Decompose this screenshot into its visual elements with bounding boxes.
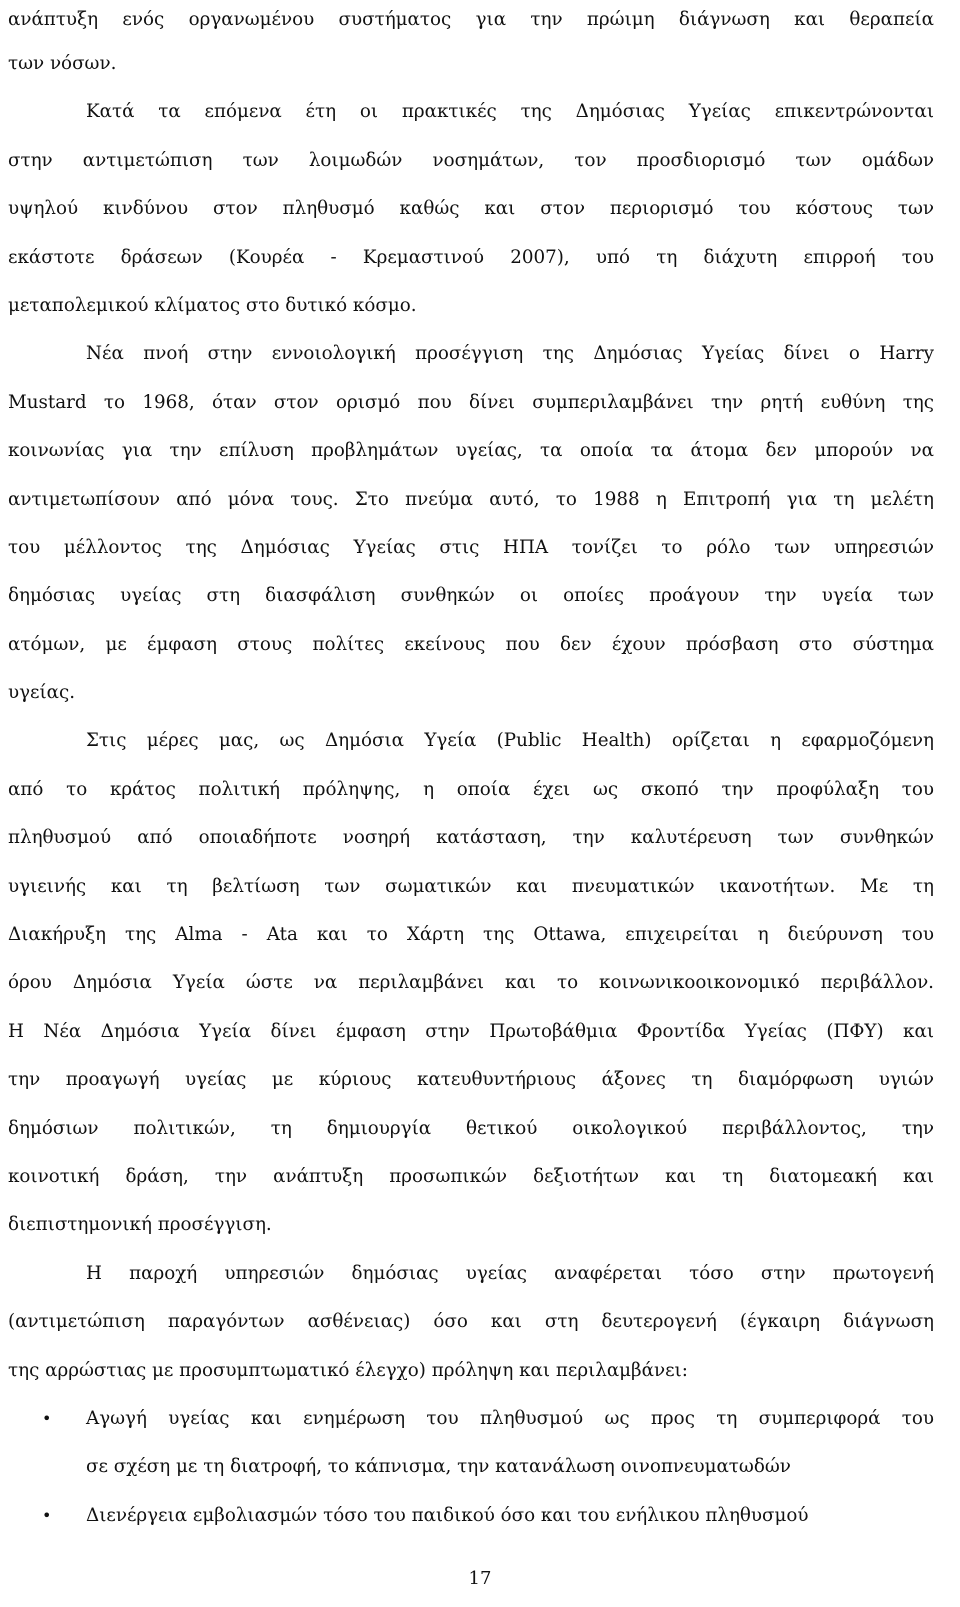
text-line: υγείας. — [8, 682, 76, 704]
text-line: ανάπτυξη ενός οργανωμένου συστήματος για την πρώιμη διάγνωση και θεραπεία — [8, 9, 934, 30]
text-line: μεταπολεμικού κλίματος στο δυτικό κόσμο. — [8, 294, 417, 316]
paragraph — [8, 717, 934, 1249]
text-line: αντιμετωπίσουν από μόνα τους. Στο πνεύμα αυτό, το 1988 η Επιτροπή για τη μελέτη — [8, 488, 934, 510]
text-line: Κατά τα επόμενα έτη οι πρακτικές της Δημόσιας Υγείας επικεντρώνονται — [86, 101, 934, 123]
text-line: διεπιστημονική προσέγγιση. — [8, 1214, 272, 1236]
text-line: Η Νέα Δημόσια Υγεία δίνει έμφαση στην Πρωτοβάθμια Φροντίδα Υγείας (ΠΦΥ) και — [8, 1020, 934, 1042]
text-line: κοινωνίας για την επίλυση προβλημάτων υγείας, τα οποία τα άτομα δεν μπορούν να — [8, 440, 934, 462]
text-line: Διακήρυξη της Alma - Ata και το Χάρτη της Ottawa, επιχειρείται η διεύρυνση του — [8, 924, 934, 946]
page-number: 17 — [468, 1568, 492, 1589]
text-line: σε σχέση με τη διατροφή, το κάπνισμα, την κατανάλωση οινοπνευματωδών — [86, 1456, 791, 1478]
text-line: Διενέργεια εμβολιασμών τόσο του παιδικού όσο και του ενήλικου πληθυσμού — [86, 1504, 809, 1526]
text-line: ατόμων, με έμφαση στους πολίτες εκείνους που δεν έχουν πρόσβαση στο σύστημα — [8, 633, 934, 655]
text-line: των νόσων. — [8, 53, 117, 74]
text-line: δημόσιων πολιτικών, τη δημιουργία θετικού οικολογικού περιβάλλοντος, την — [8, 1117, 934, 1139]
text-line: δημόσιας υγείας στη διασφάλιση συνθηκών οι οποίες προάγουν την υγεία των — [8, 585, 934, 607]
paragraph — [8, 1250, 934, 1395]
text-line: υγιεινής και τη βελτίωση των σωματικών και πνευματικών ικανοτήτων. Με τη — [8, 875, 934, 897]
text-line: Αγωγή υγείας και ενημέρωση του πληθυσμού ως προς τη συμπεριφορά του — [86, 1407, 934, 1429]
list-item — [8, 1395, 934, 1492]
text-line: κοινοτική δράση, την ανάπτυξη προσωπικών δεξιοτήτων και τη διατομεακή και — [8, 1165, 934, 1187]
text-line: του μέλλοντος της Δημόσιας Υγείας στις ΗΠΑ τονίζει το ρόλο των υπηρεσιών — [8, 536, 934, 558]
list-item — [8, 1492, 934, 1540]
paragraph — [8, 0, 934, 88]
document-page — [8, 0, 934, 1540]
text-line: πληθυσμού από οποιαδήποτε νοσηρή κατάσταση, την καλυτέρευση των συνθηκών — [8, 827, 934, 849]
text-line: Στις μέρες μας, ως Δημόσια Υγεία (Public Health) ορίζεται η εφαρμοζόμενη — [86, 730, 934, 752]
paragraph — [8, 330, 934, 717]
bullet-list — [8, 1395, 934, 1540]
bullet-icon: • — [42, 1408, 52, 1428]
paragraph — [8, 88, 934, 330]
bullet-icon: • — [42, 1505, 52, 1525]
text-line: υψηλού κινδύνου στον πληθυσμό καθώς και στον περιορισμό του κόστους των — [8, 198, 934, 220]
text-line: εκάστοτε δράσεων (Κουρέα - Κρεμαστινού 2007), υπό τη διάχυτη επιρροή του — [8, 246, 934, 268]
text-line: την προαγωγή υγείας με κύριους κατευθυντήριους άξονες τη διαμόρφωση υγιών — [8, 1069, 934, 1091]
text-line: (αντιμετώπιση παραγόντων ασθένειας) όσο και στη δευτερογενή (έγκαιρη διάγνωση — [8, 1311, 934, 1333]
text-line: όρου Δημόσια Υγεία ώστε να περιλαμβάνει και το κοινωνικοοικονομικό περιβάλλον. — [8, 972, 934, 994]
text-line: στην αντιμετώπιση των λοιμωδών νοσημάτων, τον προσδιορισμό των ομάδων — [8, 149, 934, 171]
text-line: Νέα πνοή στην εννοιολογική προσέγγιση της Δημόσιας Υγείας δίνει ο Harry — [86, 343, 934, 365]
text-line: της αρρώστιας με προσυμπτωματικό έλεγχο) πρόληψη και περιλαμβάνει: — [8, 1359, 688, 1381]
text-line: από το κράτος πολιτική πρόληψης, η οποία έχει ως σκοπό την προφύλαξη του — [8, 778, 934, 800]
text-line: Mustard το 1968, όταν στον ορισμό που δίνει συμπεριλαμβάνει την ρητή ευθύνη της — [8, 391, 934, 413]
text-line: Η παροχή υπηρεσιών δημόσιας υγείας αναφέρεται τόσο στην πρωτογενή — [86, 1262, 934, 1284]
